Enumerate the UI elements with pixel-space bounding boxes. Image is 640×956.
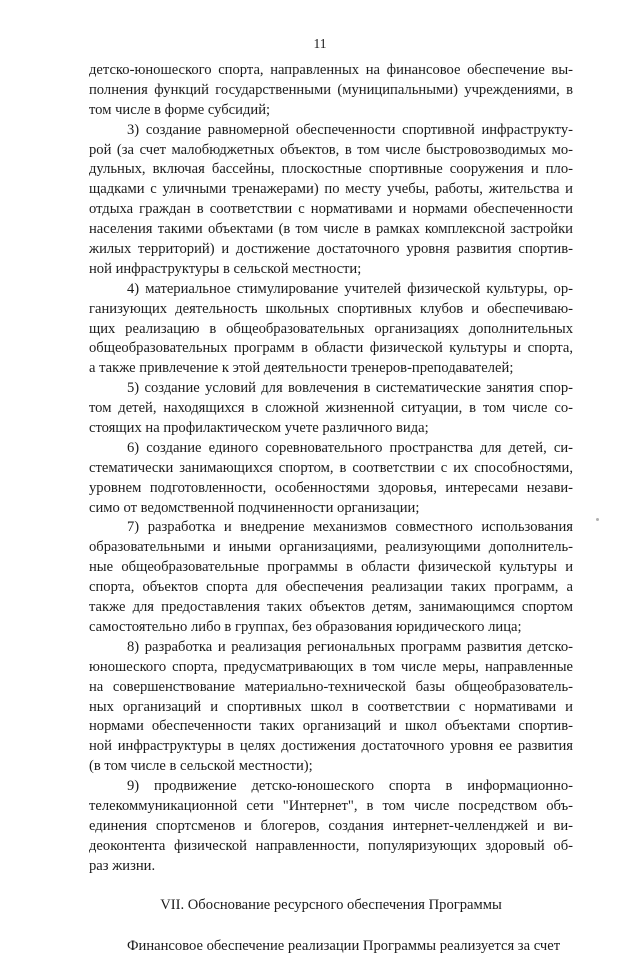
text-line: щих реализацию в общеобразовательных организациях дополнительных [89,320,573,337]
text-line: дульных, включая бассейны, плоскостные спортивные сооружения и пло- [89,161,573,178]
text-line: ной инфраструктуры в целях достижения достаточного уровня ее развития [89,738,573,755]
text-line: Финансовое обеспечение реализации Программы реализуется за счет [127,937,561,954]
text-line: единения спортсменов и блогеров, создания интернет-челленджей и ви- [89,817,573,834]
text-line: детско-юношеского спорта, направленных на финансовое обеспечение вы- [89,62,573,78]
text-line: также для предоставления таких объектов детям, занимающимся спортом [89,599,573,616]
text-line: том детей, находящихся в сложной жизненной ситуации, в том числе со- [89,400,573,417]
text-line: уровнем подготовленности, особенностями здоровья, интересами незави- [89,479,573,496]
text-line: телекоммуникационной сети "Интернет", в том числе посредством объ- [89,797,573,814]
paragraph [89,518,573,637]
text-line: 9) продвижение детско-юношеского спорта в информационно- [127,778,573,795]
text-line: стематически занимающихся спортом, в соответствии с их способностями, [89,459,573,476]
text-line: ные общеобразовательные программы в области физической культуры и [89,559,573,576]
paragraph [89,439,573,519]
text-line: симо от ведомственной подчиненности организации; [89,499,420,516]
text-line: рой (за счет малобюджетных объектов, в том числе быстровозводимых мо- [89,141,573,158]
text-line: на совершенствование материально-технической базы общеобразователь- [89,678,573,695]
text-line: 6) создание единого соревновательного пространства для детей, си- [127,439,573,456]
heading-gap [89,915,573,937]
text-line: самостоятельно либо в группах, без образования юридического лица; [89,618,522,635]
paragraph [89,777,573,876]
paragraph [89,121,573,280]
text-line: щадками с уличными тренажерами) по месту учебы, работы, жительства и [89,181,573,198]
text-line: жилых территорий) и достижение достаточного уровня развития спортив- [89,241,573,258]
text-line: том числе в форме субсидий; [89,101,271,118]
paragraph [89,937,573,956]
text-line: деоконтента физической направленности, популяризующих здоровый об- [89,837,573,854]
scan-speck [596,518,599,521]
text-line: (в том числе в сельской местности); [89,758,313,775]
text-line: спорта, объектов спорта для обеспечения реализации таких программ, а [89,579,573,596]
text-line: 3) создание равномерной обеспеченности спортивной инфраструкту- [127,121,573,138]
section-heading: VII. Обоснование ресурсного обеспечения Программы [160,896,502,913]
paragraph-list [89,61,573,877]
text-line: ных организаций и спортивных школ в соответствии с нормативами и [89,698,573,715]
text-line: ганизующих деятельность школьных спортивных клубов и обеспечиваю- [89,300,573,317]
text-line: полнения функций государственными (муниципальными) учреждениями, в [89,81,573,98]
page-number: 11 [313,36,327,51]
text-line: 5) создание условий для вовлечения в систематические занятия спор- [127,380,573,397]
text-line: ной инфраструктуры в сельской местности; [89,260,362,277]
text-line: 8) разработка и реализация региональных программ развития детско- [127,638,573,655]
text-line: раз жизни. [89,857,156,874]
text-line: населения такими объектами (в том числе в рамках комплексной застройки [89,221,573,238]
text-line: 7) разработка и внедрение механизмов совместного использования [127,519,573,536]
paragraph [89,379,573,439]
text-line: образовательными и иными организациями, реализующими дополнитель- [89,539,573,556]
text-line: отдыха граждан в соответствии с нормативами и нормами обеспеченности [89,201,573,218]
text-line: юношеского спорта, предусматривающих в том числе меры, направленные [89,658,573,675]
text-line: нормами обеспеченности таких организаций и школ объектами спортив- [89,718,573,735]
text-line: а также привлечение к этой деятельности тренеров-преподавателей; [89,360,514,377]
text-line: стоящих на профилактическом учете различного вида; [89,420,429,437]
paragraph [89,638,573,777]
paragraph [89,61,573,121]
text-line: 4) материальное стимулирование учителей физической культуры, ор- [127,280,573,297]
text-line: общеобразовательных программ в области физической культуры и спорта, [89,340,573,357]
closing-paragraph [89,937,573,956]
body-text [89,61,573,956]
paragraph [89,280,573,379]
